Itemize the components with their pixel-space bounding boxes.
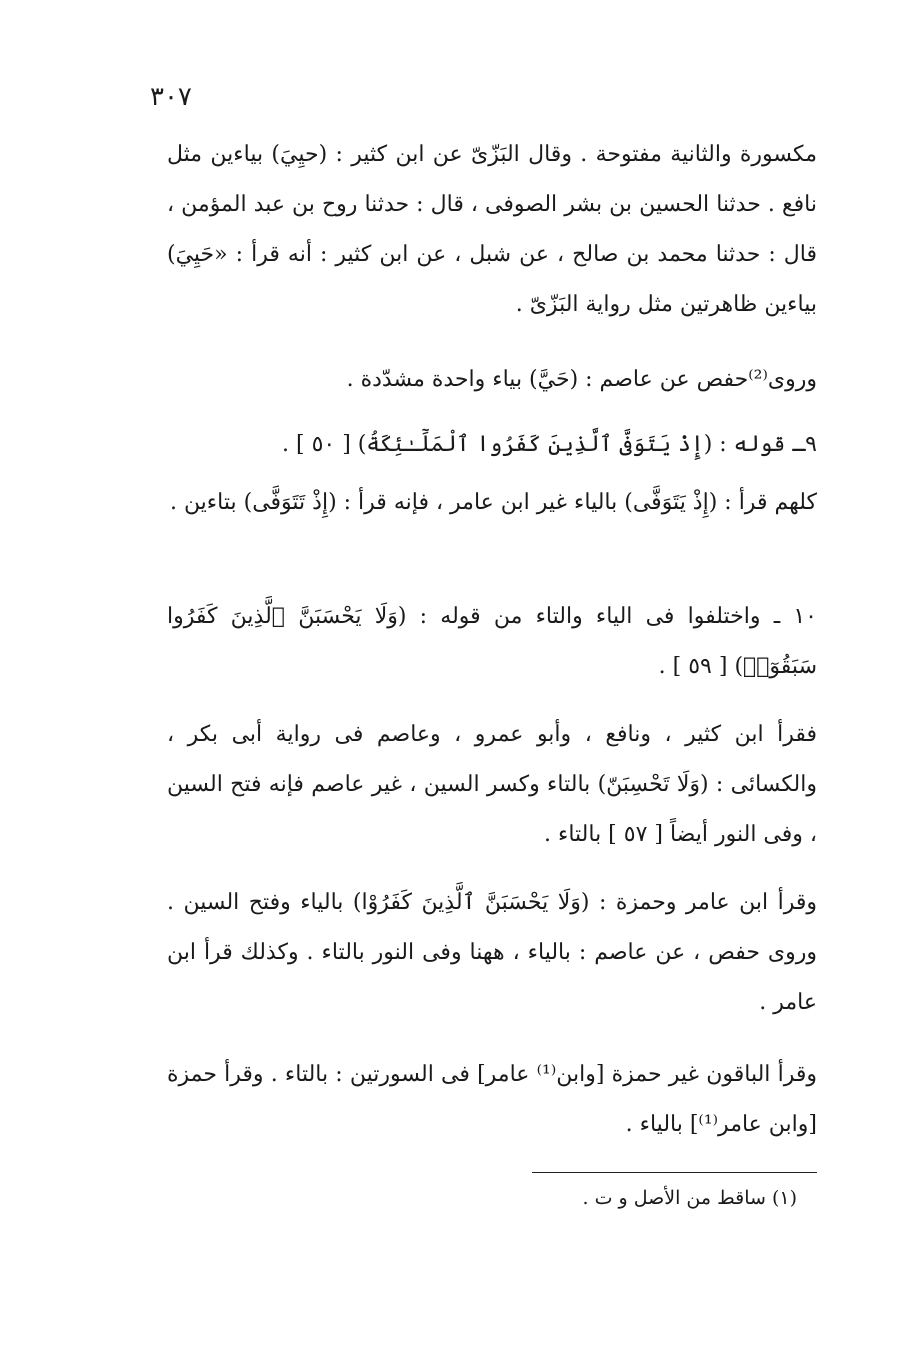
paragraph-6: وقرأ الباقون غير حمزة [وابن⁽¹⁾ عامر] فى السورتين : بالتاء . وقرأ حمزة [وابن عامر⁽¹⁾] بالياء . [167, 1062, 817, 1137]
paragraph-5: وقرأ ابن عامر وحمزة : (وَلَا يَحْسَبَنَّ ٱلَّذِينَ كَفَرُوْا) بالياء وفتح السين . وروى حفص ، عن عاصم : بالياء ، ههنا وفى النور بالتاء . وكذلك قرأ ابن عامر . [167, 890, 817, 1015]
page-number: ٣٠٧ [150, 82, 192, 112]
paragraph-4: فقرأ ابن كثير ، ونافع ، وأبو عمرو ، وعاصم فى رواية أبى بكر ، والكسائى : (وَلَا تَحْسِبَنّ) بالتاء وكسر السين ، غير عاصم فإنه فتح السين ، وفى النور أيضاً [ ٥٧ ] بالتاء . [167, 722, 817, 847]
footnote-divider [532, 1172, 817, 1173]
verse-heading-10: ١٠ ـ واختلفوا فى الياء والتاء من قوله : (وَلَا يَحْسَبَنَّ ٱلَّذِينَ كَفَرُوا سَبَقُوٓا۟) [ ٥٩ ] . [167, 604, 817, 679]
footnote: (١) ساقط من الأصل و ت . [582, 1187, 797, 1209]
paragraph-1: مكسورة والثانية مفتوحة . وقال البَزّىّ عن ابن كثير : (حيِيَ) بياءين مثل نافع . حدثنا الحسين بن بشر الصوفى ، قال : حدثنا روح بن عبد المؤمن ، قال : حدثنا محمد بن صالح ، عن شبل ، عن ابن كثير : أنه قرأ : «حَيِيَ) بياءين ظاهرتين مثل رواية البَزّىّ . [167, 142, 817, 317]
paragraph-2: وروى⁽²⁾حفص عن عاصم : (حَيَّ) بياء واحدة مشدّدة . [346, 367, 817, 392]
verse-heading-9: ٩ـ قوله : (إِذْ يَتَوَفَّى ٱلَّذِينَ كَفَرُوا ٱلْمَلَٓـٰئِكَةُ) [ ٥٠ ] . [282, 432, 817, 457]
paragraph-3: كلهم قرأ : (إِذْ يَتَوَفَّى) بالياء غير ابن عامر ، فإنه قرأ : (إِذْ تَتَوَفَّى) بتاءين . [169, 490, 817, 515]
